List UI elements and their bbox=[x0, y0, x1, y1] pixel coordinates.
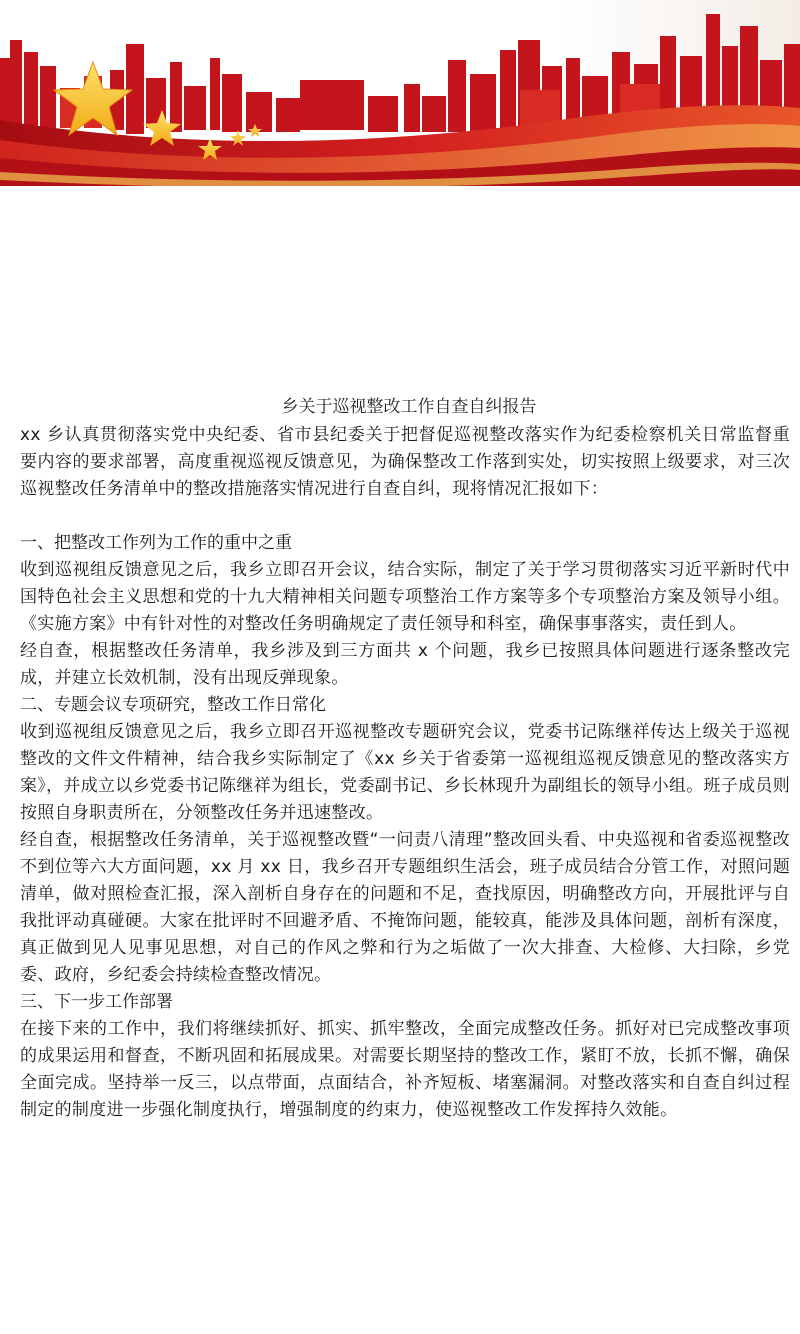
header-banner bbox=[0, 0, 800, 186]
section-heading-2: 二、专题会议专项研究，整改工作日常化 bbox=[20, 695, 326, 715]
page-title: 乡关于巡视整改工作自查自纠报告 bbox=[281, 397, 537, 417]
section-2-paragraph-1: 收到巡视组反馈意见之后，我乡立即召开巡视整改专题研究会议，党委书记陈继祥传达上级关于巡视整改的文件文件精神，结合我乡实际制定了《xx 乡关于省委第一巡视组巡视反馈意见的整改落实方案》，并成立以乡党委书记陈继祥为组长，党委副书记、乡长林现升为副组长的领导小组。班子成员则按照自身职责所在，分领整改任务并迅速整改。 bbox=[20, 722, 790, 823]
section-1-paragraph-1: 收到巡视组反馈意见之后，我乡立即召开会议，结合实际，制定了关于学习贯彻落实习近平新时代中国特色社会主义思想和党的十九大精神相关问题专项整治工作方案等多个专项整治方案及领导小组。《实施方案》中有针对性的对整改任务明确规定了责任领导和科室，确保事事落实，责任到人。 bbox=[20, 560, 790, 634]
spacer bbox=[20, 503, 790, 530]
skyline-icon bbox=[0, 0, 800, 186]
section-3-paragraph-1: 在接下来的工作中，我们将继续抓好、抓实、抓牢整改，全面完成整改任务。抓好对已完成整改事项的成果运用和督查，不断巩固和拓展成果。对需要长期坚持的整改工作，紧盯不放，长抓不懈，确保全面完成。坚持举一反三，以点带面，点面结合，补齐短板、堵塞漏洞。对整改落实和自查自纠过程制定的制度进一步强化制度执行，增强制度的约束力，使巡视整改工作发挥持久效能。 bbox=[20, 1019, 790, 1120]
intro-paragraph: xx 乡认真贯彻落实党中央纪委、省市县纪委关于把督促巡视整改落实作为纪委检察机关日常监督重要内容的要求部署，高度重视巡视反馈意见，为确保整改工作落到实处，切实按照上级要求，对三次巡视整改任务清单中的整改措施落实情况进行自查自纠，现将情况汇报如下： bbox=[20, 425, 790, 499]
report-document bbox=[20, 392, 790, 1124]
section-heading-3: 三、下一步工作部署 bbox=[20, 992, 173, 1012]
section-1-paragraph-2: 经自查，根据整改任务清单，我乡涉及到三方面共 x 个问题，我乡已按照具体问题进行逐条整改完成，并建立长效机制，没有出现反弹现象。 bbox=[20, 641, 790, 688]
section-heading-1: 一、把整改工作列为工作的重中之重 bbox=[20, 533, 292, 553]
section-2-paragraph-2: 经自查，根据整改任务清单，关于巡视整改暨“一问责八清理”整改回头看、中央巡视和省委巡视整改不到位等六大方面问题，xx 月 xx 日，我乡召开专题组织生活会，班子成员结合分管工作，对照问题清单，做对照检查汇报，深入剖析自身存在的问题和不足，查找原因，明确整改方向，开展批评与自我批评动真碰硬。大家在批评时不回避矛盾、不掩饰问题，能较真，能涉及具体问题，剖析有深度，真正做到见人见事见思想，对自己的作风之弊和行为之垢做了一次大排查、大检修、大扫除，乡党委、政府，乡纪委会持续检查整改情况。 bbox=[20, 830, 790, 985]
